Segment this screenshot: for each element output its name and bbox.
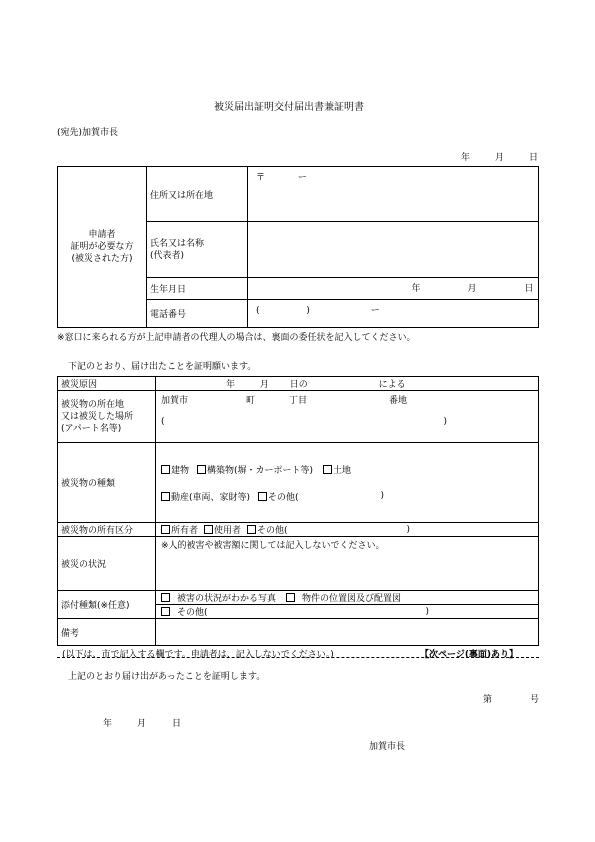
city-use-note: (以下は、市で記入する欄です。申請者は、記入しないでください。) xyxy=(62,650,334,660)
location-label: 被災物の所在地 又は被災した場所 (アパート名等) xyxy=(58,391,156,443)
map-checkbox[interactable] xyxy=(286,593,295,602)
photo-checkbox[interactable] xyxy=(161,593,170,602)
birth-field[interactable]: 年 月 日 xyxy=(248,277,539,299)
address-field[interactable] xyxy=(248,167,539,222)
name-label: 氏名又は名称 (代表者) xyxy=(147,222,248,277)
attach-other-checkbox[interactable] xyxy=(161,607,170,616)
owner-checkbox[interactable] xyxy=(161,525,170,534)
cert-no-left: 第 xyxy=(483,695,493,705)
date-month: 月 xyxy=(495,153,505,163)
location-field[interactable]: 加賀市 町 丁目 番地 ( ) xyxy=(156,391,539,443)
postal-mark: 〒 xyxy=(256,173,266,183)
intro-text: 下記のとおり、届け出たことを証明願います。 xyxy=(68,362,257,372)
name-field[interactable] xyxy=(248,222,539,277)
addressee: (宛先)加賀市長 xyxy=(57,128,119,138)
owner-label: 被災物の所有区分 xyxy=(58,523,156,537)
land-checkbox[interactable] xyxy=(323,465,332,474)
date-year: 年 xyxy=(461,153,471,163)
building-checkbox[interactable] xyxy=(161,465,170,474)
structure-checkbox[interactable] xyxy=(197,465,206,474)
cert-date-day: 日 xyxy=(172,719,182,729)
owner-field: 所有者 使用者 その他( ) xyxy=(156,523,539,537)
status-label: 被災の状況 xyxy=(58,537,156,591)
postal-dash: ー xyxy=(297,173,307,183)
status-field[interactable] xyxy=(156,537,539,591)
certify-text: 上記のとおり届け出があったことを証明します。 xyxy=(68,672,266,682)
separator-line xyxy=(57,657,539,658)
attach-label: 添付種類(※任意) xyxy=(58,591,156,619)
birth-label: 生年月日 xyxy=(147,277,248,299)
movable-checkbox[interactable] xyxy=(161,492,170,501)
phone-label: 電話番号 xyxy=(147,299,248,327)
type-label: 被災物の種類 xyxy=(58,443,156,523)
user-checkbox[interactable] xyxy=(204,525,213,534)
applicant-table xyxy=(57,166,539,328)
applicant-section-label: 申請者 証明が必要な方 (被災された方) xyxy=(58,167,147,328)
status-note: ※人的被害や被害額に関しては記入しないでください。 xyxy=(161,541,385,551)
type-other-checkbox[interactable] xyxy=(258,492,267,501)
remarks-label: 備考 xyxy=(58,619,156,646)
details-table xyxy=(57,376,539,646)
cert-date-month: 月 xyxy=(137,719,147,729)
page-title: 被災届出証明交付届出書兼証明書 xyxy=(214,102,364,113)
type-field: 建物 構築物(塀・カーポート等) 土地 動産(車両、家財等) その他( ) xyxy=(156,443,539,523)
cert-no-right: 号 xyxy=(530,695,540,705)
issuer: 加賀市長 xyxy=(369,742,406,752)
cause-field[interactable]: 年 月 日の による xyxy=(156,377,539,391)
proxy-note: ※窓口に来られる方が上記申請者の代理人の場合は、裏面の委任状を記入してください。 xyxy=(57,333,416,343)
cert-date-year: 年 xyxy=(103,719,113,729)
owner-other-checkbox[interactable] xyxy=(247,525,256,534)
next-page-note: 【次ページ(裏面)あり】 xyxy=(420,650,519,660)
phone-field[interactable]: ( ) ー xyxy=(248,299,539,327)
remarks-field[interactable] xyxy=(156,619,539,646)
date-day: 日 xyxy=(529,153,539,163)
address-label: 住所又は所在地 xyxy=(147,167,248,222)
cause-label: 被災原因 xyxy=(58,377,156,391)
attach-field: 被害の状況がわかる写真 物件の位置図及び配置図 その他( ) xyxy=(156,591,539,619)
